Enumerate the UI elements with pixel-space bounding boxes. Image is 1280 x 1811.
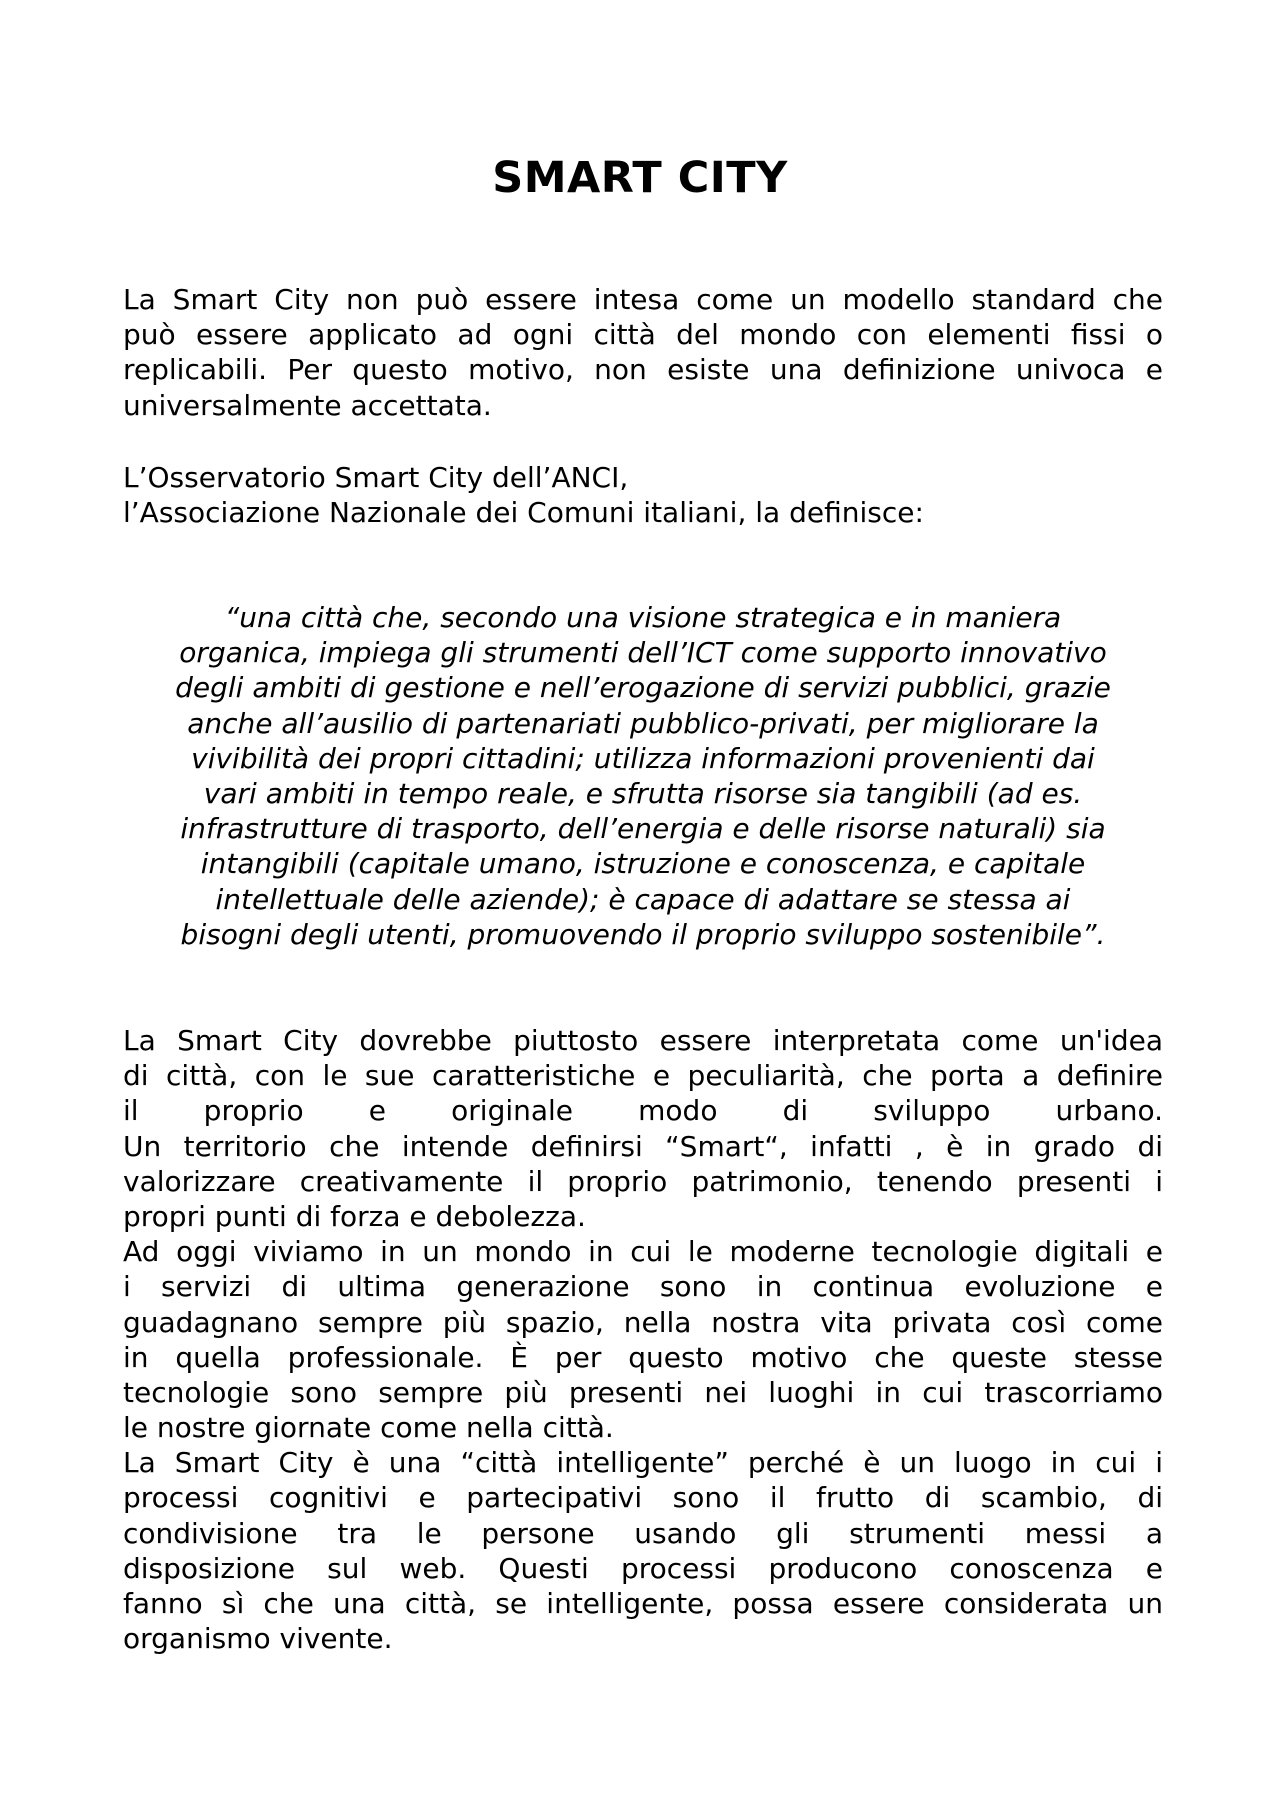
quote-line: bisogni degli utenti, promuovendo il proprio sviluppo sostenibile”.: [180, 917, 1106, 951]
quote-line: degli ambiti di gestione e nell’erogazione di servizi pubblici, grazie: [175, 671, 1111, 705]
page-title: SMART CITY: [492, 153, 788, 203]
intro-line: universalmente accettata.: [123, 388, 492, 422]
quote-line: vivibilità dei propri cittadini; utilizza informazioni provenienti dai: [191, 741, 1095, 775]
body-line: le nostre giornate come nella città.: [123, 1411, 614, 1445]
body-line: Un territorio che intende definirsi “Smart“, infatti , è in grado di: [123, 1129, 1163, 1163]
intro-line: La Smart City non può essere intesa come un modello standard che: [123, 283, 1163, 316]
body-line: disposizione sul web. Questi processi producono conoscenza e: [123, 1551, 1163, 1585]
body-line: valorizzare creativamente il proprio patrimonio, tenendo presenti i: [123, 1164, 1163, 1198]
intro-paragraph: [123, 282, 1163, 423]
quote-line: organica, impiega gli strumenti dell’ICT come supporto innovativo: [179, 636, 1107, 670]
body-line: La Smart City è una “città intelligente” perché è un luogo in cui i: [123, 1446, 1163, 1480]
body-line: Ad oggi viviamo in un mondo in cui le moderne tecnologie digitali e: [123, 1235, 1163, 1269]
body-line: condivisione tra le persone usando gli strumenti messi a: [123, 1516, 1163, 1550]
body-line: fanno sì che una città, se intelligente, possa essere considerata un: [123, 1587, 1163, 1620]
body-line: La Smart City dovrebbe piuttosto essere interpretata come un'idea: [123, 1024, 1163, 1057]
anci-line: L’Osservatorio Smart City dell’ANCI,: [123, 461, 629, 494]
quote-line: intellettuale delle aziende); è capace di adattare se stessa ai: [215, 882, 1071, 916]
body-line: processi cognitivi e partecipativi sono il frutto di scambio, di: [123, 1481, 1163, 1515]
anci-line: l’Associazione Nazionale dei Comuni italiani, la definisce:: [123, 496, 924, 530]
main-body-text: [123, 1023, 1163, 1656]
quote-line: vari ambiti in tempo reale, e sfrutta risorse sia tangibili (ad es.: [203, 776, 1083, 810]
body-line: propri punti di forza e debolezza.: [123, 1199, 586, 1233]
quote-line: infrastrutture di trasporto, dell’energia e delle risorse naturali) sia: [180, 812, 1106, 846]
body-line: i servizi di ultima generazione sono in continua evoluzione e: [123, 1270, 1163, 1304]
intro-line: può essere applicato ad ogni città del mondo con elementi fissi o: [123, 318, 1163, 352]
anci-paragraph: [123, 460, 1163, 530]
body-line: organismo vivente.: [123, 1622, 393, 1656]
body-line: tecnologie sono sempre più presenti nei luoghi in cui trascorriamo: [123, 1375, 1163, 1409]
body-line: in quella professionale. È per questo motivo che queste stesse: [123, 1340, 1163, 1374]
intro-line: replicabili. Per questo motivo, non esiste una definizione univoca e: [123, 353, 1163, 387]
anci-definition-quote: [123, 600, 1163, 952]
body-line: il proprio e originale modo di sviluppo urbano.: [123, 1094, 1163, 1128]
quote-line: anche all’ausilio di partenariati pubblico-privati, per migliorare la: [187, 706, 1099, 740]
quote-line: “una città che, secondo una visione strategica e in maniera: [224, 601, 1062, 634]
body-line: di città, con le sue caratteristiche e peculiarità, che porta a definire: [123, 1059, 1163, 1093]
quote-line: intangibili (capitale umano, istruzione e conoscenza, e capitale: [200, 847, 1086, 881]
body-line: guadagnano sempre più spazio, nella nostra vita privata così come: [123, 1305, 1163, 1339]
